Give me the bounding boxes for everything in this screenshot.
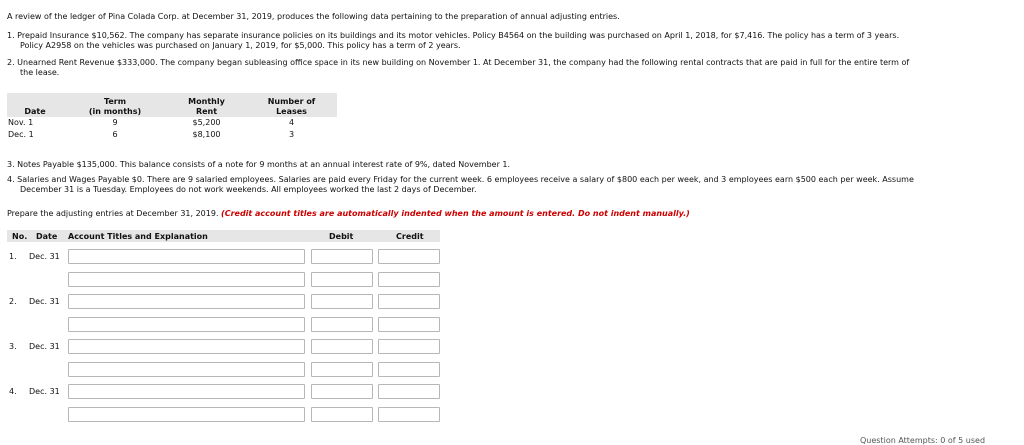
rental-contracts-table bbox=[7, 93, 337, 141]
debit-input[interactable] bbox=[311, 362, 373, 377]
debit-input[interactable] bbox=[311, 317, 373, 332]
credit-input[interactable] bbox=[378, 384, 440, 399]
item-1-line-2: Policy A2958 on the vehicles was purchased on January 1, 2019, for $5,000. This policy has a term of 2 years. bbox=[20, 40, 461, 50]
entry-date: Dec. 31 bbox=[29, 387, 60, 396]
credit-input[interactable] bbox=[378, 294, 440, 309]
debit-input[interactable] bbox=[311, 294, 373, 309]
cell-date: Nov. 1 bbox=[8, 118, 34, 127]
cell-term: 9 bbox=[112, 118, 118, 127]
account-title-input[interactable] bbox=[68, 339, 305, 354]
credit-input[interactable] bbox=[378, 317, 440, 332]
journal-header-no: No. bbox=[12, 232, 28, 241]
credit-input[interactable] bbox=[378, 339, 440, 354]
debit-input[interactable] bbox=[311, 249, 373, 264]
item-3-line-1: 3. Notes Payable $135,000. This balance consists of a note for 9 months at an annual interest rate of 9%, dated November 1. bbox=[7, 160, 511, 169]
col-header-date: Date bbox=[7, 93, 63, 117]
question-attempts: Question Attempts: 0 of 5 used bbox=[860, 436, 986, 445]
journal-header bbox=[7, 230, 440, 242]
account-title-input[interactable] bbox=[68, 272, 305, 287]
cell-term: 6 bbox=[112, 130, 118, 139]
account-title-input[interactable] bbox=[68, 407, 305, 422]
cell-rent: $8,100 bbox=[192, 130, 221, 139]
item-4-line-2: December 31 is a Tuesday. Employees do not work weekends. All employees worked the last 2 days of December. bbox=[20, 184, 477, 194]
item-notes-payable bbox=[7, 160, 510, 170]
cell-leases: 4 bbox=[288, 118, 295, 127]
credit-input[interactable] bbox=[378, 407, 440, 422]
item-2-line-1: 2. Unearned Rent Revenue $333,000. The company began subleasing office space in its new building on November 1. At December 31, the company had the following rental contracts that are paid in full for the entire term of bbox=[7, 58, 910, 67]
entry-date: Dec. 31 bbox=[29, 252, 60, 261]
item-unearned-rent bbox=[7, 58, 909, 77]
debit-input[interactable] bbox=[311, 384, 373, 399]
debit-input[interactable] bbox=[311, 407, 373, 422]
item-salaries-payable bbox=[7, 175, 914, 194]
entry-number: 3. bbox=[9, 342, 17, 351]
journal-header-debit: Debit bbox=[329, 232, 354, 241]
journal-header-date: Date bbox=[36, 232, 58, 241]
credit-input[interactable] bbox=[378, 362, 440, 377]
entry-number: 2. bbox=[9, 297, 17, 306]
journal-header-account: Account Titles and Explanation bbox=[68, 232, 208, 241]
item-2-line-2: the lease. bbox=[20, 67, 60, 77]
debit-input[interactable] bbox=[311, 272, 373, 287]
journal-header-credit: Credit bbox=[396, 232, 424, 241]
account-title-input[interactable] bbox=[68, 294, 305, 309]
account-title-input[interactable] bbox=[68, 249, 305, 264]
cell-date: Dec. 1 bbox=[8, 130, 34, 139]
debit-input[interactable] bbox=[311, 339, 373, 354]
table-row bbox=[7, 117, 337, 129]
account-title-input[interactable] bbox=[68, 362, 305, 377]
account-title-input[interactable] bbox=[68, 384, 305, 399]
entry-date: Dec. 31 bbox=[29, 342, 60, 351]
instructions-text: Prepare the adjusting entries at December 31, 2019. bbox=[7, 209, 222, 218]
col-header-term: Term (in months) bbox=[63, 93, 167, 117]
entry-date: Dec. 31 bbox=[29, 297, 60, 306]
instructions-note: (Credit account titles are automatically indented when the amount is entered. Do not indent manually.) bbox=[221, 209, 690, 218]
instructions bbox=[7, 209, 690, 218]
credit-input[interactable] bbox=[378, 249, 440, 264]
entry-number: 1. bbox=[9, 252, 17, 261]
intro-text: A review of the ledger of Pina Colada Corp. at December 31, 2019, produces the following data pertaining to the preparation of annual adjusting entries. bbox=[7, 12, 620, 21]
cell-rent: $5,200 bbox=[192, 118, 221, 127]
account-title-input[interactable] bbox=[68, 317, 305, 332]
col-header-monthly-rent: Monthly Rent bbox=[167, 93, 246, 117]
table-row bbox=[7, 129, 337, 141]
cell-leases: 3 bbox=[288, 130, 295, 139]
item-4-line-1: 4. Salaries and Wages Payable $0. There are 9 salaried employees. Salaries are paid every Friday for the current week. 6 employees receive a salary of $800 each per week, and 3 employees earn $500 each per week. Assume bbox=[7, 175, 914, 184]
col-header-number-of-leases: Number of Leases bbox=[246, 93, 337, 117]
entry-number: 4. bbox=[9, 387, 17, 396]
item-prepaid-insurance bbox=[7, 31, 899, 50]
item-1-line-1: 1. Prepaid Insurance $10,562. The company has separate insurance policies on its buildings and its motor vehicles. Policy B4564 on the building was purchased on April 1, 2018, for $7,416. The policy has a term of 3 years. bbox=[7, 31, 900, 40]
credit-input[interactable] bbox=[378, 272, 440, 287]
